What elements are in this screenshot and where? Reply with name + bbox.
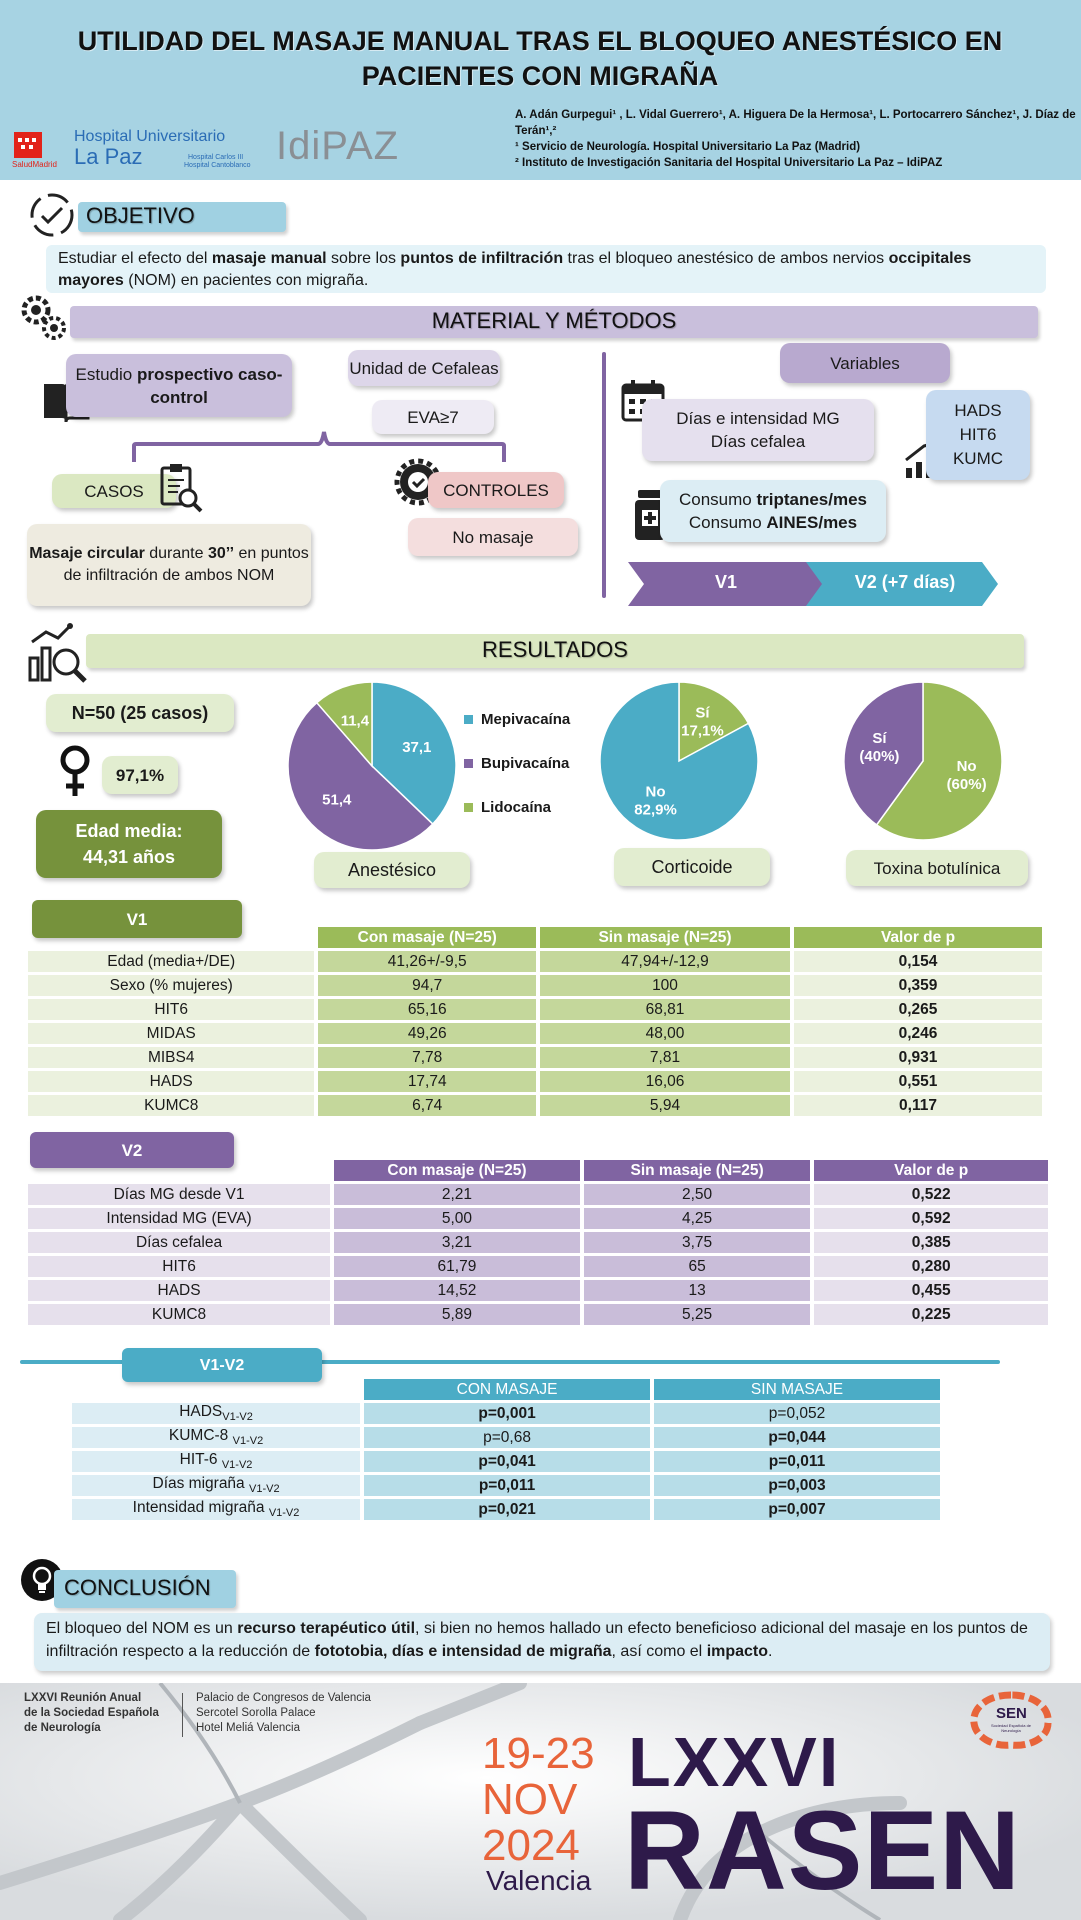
table-cell: 2,21 [334, 1184, 580, 1205]
table-cell: 7,81 [540, 1047, 790, 1068]
table-row [28, 975, 1042, 996]
table-row [28, 999, 1042, 1020]
row-label: MIBS4 [28, 1047, 314, 1068]
salud-madrid-label: SaludMadrid [12, 160, 57, 169]
table-cell: 47,94+/-12,9 [540, 951, 790, 972]
pie-data-label: No (60%) [946, 758, 987, 794]
row-label-subscript: V1-V2 [221, 1459, 253, 1472]
row-label-text: HIT-6 [179, 1451, 222, 1469]
sen-logo [966, 1689, 1056, 1751]
hospital-name: Hospital Universitario [74, 128, 226, 145]
visit-v1: V1 [714, 572, 738, 592]
eva-box: EVA≥7 [372, 400, 494, 434]
p-value-cell: p=0,007 [654, 1499, 940, 1520]
legend-item-bupivacaina: Bupivacaína [464, 742, 570, 786]
p-value-cell: p=0,044 [654, 1427, 940, 1448]
table-cell: 68,81 [540, 999, 790, 1020]
table-cell: 65,16 [318, 999, 536, 1020]
table-cell: 61,79 [334, 1256, 580, 1277]
congress-dates: 19-23 NOV 2024 [482, 1729, 595, 1870]
pie-data-label: 11,4 [340, 712, 370, 730]
row-label: HIT6 [28, 1256, 330, 1277]
pie-data-label: 37,1 [402, 738, 432, 756]
p-value-cell: 0,154 [794, 951, 1042, 972]
table-cell: 14,52 [334, 1280, 580, 1301]
row-label: Intensidad MG (EVA) [28, 1208, 330, 1229]
table-column-header: CON MASAJE [364, 1379, 650, 1400]
hospital-la-paz-logo [12, 130, 262, 170]
row-label: Sexo (% mujeres) [28, 975, 314, 996]
row-label [72, 1475, 360, 1496]
v1-table [24, 924, 1046, 1119]
casos-desc-box: Masaje circular durante 30’’ en puntos de infiltración de ambos NOM [27, 524, 311, 606]
p-value-cell: 0,931 [794, 1047, 1042, 1068]
table-row [72, 1427, 940, 1448]
pie-data-label: Sí 17,1% [681, 704, 724, 740]
legend-swatch [464, 759, 473, 768]
row-label [72, 1427, 360, 1448]
table-header-empty [28, 927, 314, 948]
p-value-cell: p=0,001 [364, 1403, 650, 1424]
p-value-cell: 0,551 [794, 1071, 1042, 1092]
p-value-cell: 0,522 [814, 1184, 1048, 1205]
table-cell: 65 [584, 1256, 811, 1277]
table-cell: 100 [540, 975, 790, 996]
table-row [28, 1071, 1042, 1092]
p-value-cell: p=0,011 [654, 1451, 940, 1472]
table-cell: 5,00 [334, 1208, 580, 1229]
table-header-empty [72, 1379, 360, 1400]
p-value-cell: p=0,052 [654, 1403, 940, 1424]
table-cell: 41,26+/-9,5 [318, 951, 536, 972]
table-cell: 49,26 [318, 1023, 536, 1044]
row-label [72, 1451, 360, 1472]
idipaz-logo: IdiPAZ [276, 124, 400, 168]
metodos-heading: MATERIAL Y MÉTODOS [431, 308, 677, 333]
pie-data-label: No 82,9% [634, 783, 677, 819]
congress-name: RASEN [624, 1788, 1022, 1913]
table-header-empty [28, 1160, 330, 1181]
table-row [28, 1184, 1048, 1205]
table-column-header: Valor de p [814, 1160, 1048, 1181]
row-label-text: HADS [179, 1403, 223, 1421]
objetivo-heading: OBJETIVO [86, 203, 195, 228]
authors-block [515, 107, 1080, 171]
p-value-cell: 0,280 [814, 1256, 1048, 1277]
row-label: Edad (media+/DE) [28, 951, 314, 972]
row-label [72, 1403, 360, 1424]
table-row [28, 1280, 1048, 1301]
estudio-box: Estudio prospectivo caso-control [66, 354, 292, 417]
pie-legend [464, 698, 570, 830]
label-anestesico: Anestésico [314, 852, 470, 888]
label-corticoide: Corticoide [614, 848, 770, 886]
table-cell: 6,74 [318, 1095, 536, 1116]
row-label: Días MG desde V1 [28, 1184, 330, 1205]
table-row [28, 1023, 1042, 1044]
hospital-sub-2: Hospital Cantoblanco [184, 162, 251, 169]
table-cell: 17,74 [318, 1071, 536, 1092]
row-label-subscript: V1-V2 [268, 1507, 300, 1520]
row-label [72, 1499, 360, 1520]
p-value-cell: 0,265 [794, 999, 1042, 1020]
p-value-cell: 0,455 [814, 1280, 1048, 1301]
table-cell: 7,78 [318, 1047, 536, 1068]
consumo-box: Consumo triptanes/mes Consumo AINES/mes [660, 480, 886, 542]
pie-data-label: 51,4 [322, 791, 352, 809]
row-label: Días cefalea [28, 1232, 330, 1253]
row-label-subscript: V1-V2 [222, 1411, 253, 1424]
table-column-header: SIN MASAJE [654, 1379, 940, 1400]
hospital-name-2: La Paz [74, 144, 143, 169]
legend-item-lidocaina: Lidocaína [464, 786, 570, 830]
legend-swatch [464, 803, 473, 812]
objetivo-icon [26, 190, 78, 240]
hospital-sub-1: Hospital Carlos III [188, 154, 244, 161]
row-label-subscript: V1-V2 [248, 1483, 280, 1496]
table-cell: 13 [584, 1280, 811, 1301]
unidad-cefaleas-box: Unidad de Cefaleas [348, 350, 500, 386]
objetivo-text: Estudiar el efecto del masaje manual sobre los puntos de infiltración tras el bloqueo anestésico de ambos nervios occipitales mayores (NOM) en pacientes con migraña. [58, 250, 972, 289]
p-value-cell: 0,385 [814, 1232, 1048, 1253]
p-value-cell: p=0,003 [654, 1475, 940, 1496]
table-row [28, 1304, 1048, 1325]
row-label: MIDAS [28, 1023, 314, 1044]
edad-media-box: Edad media: 44,31 años [36, 810, 222, 878]
table-row [72, 1451, 940, 1472]
row-label-text: Días migraña [152, 1475, 249, 1493]
table-row [28, 1208, 1048, 1229]
metodos-divider [602, 352, 606, 598]
conclusion-text: El bloqueo del NOM es un recurso terapéutico útil, si bien no hemos hallado un efecto beneficioso adicional del masaje en los puntos de infiltración respecto a la reducción de fototobia, días e intensidad de migraña, así como el impacto. [46, 1620, 1028, 1660]
variables-box: Variables [780, 343, 950, 383]
escalas-box: HADS HIT6 KUMC [926, 390, 1030, 480]
p-value-cell: p=0,021 [364, 1499, 650, 1520]
table-row [72, 1403, 940, 1424]
pie-chart-corticoide [598, 680, 760, 842]
table-column-header: Sin masaje (N=25) [584, 1160, 811, 1181]
affiliation-2: ² Instituto de Investigación Sanitaria del Hospital Universitario La Paz – IdiPAZ [515, 157, 943, 169]
table-cell: 3,75 [584, 1232, 811, 1253]
table-header-row [72, 1379, 940, 1400]
footer-separator [182, 1693, 183, 1737]
row-label: KUMC8 [28, 1095, 314, 1116]
v2-table-title: V2 [30, 1132, 234, 1168]
table-row [28, 1256, 1048, 1277]
p-value-cell: p=0,011 [364, 1475, 650, 1496]
row-label: HADS [28, 1071, 314, 1092]
sen-logo-text: SEN [996, 1705, 1027, 1722]
table-header-row [28, 1160, 1048, 1181]
pie-chart-toxina [842, 680, 1004, 842]
table-cell: 3,21 [334, 1232, 580, 1253]
table-column-header: Valor de p [794, 927, 1042, 948]
table-cell: 5,94 [540, 1095, 790, 1116]
congress-edition: LXXVI [628, 1723, 841, 1801]
label-toxina: Toxina botulínica [846, 850, 1028, 886]
visit-v2: V2 (+7 días) [854, 572, 956, 592]
table-row [72, 1499, 940, 1520]
v1v2-table-title: V1-V2 [122, 1348, 322, 1382]
p-value-cell: p=0,68 [364, 1427, 650, 1448]
table-row [28, 1095, 1042, 1116]
meeting-name: LXXVI Reunión Anual de la Sociedad Española de Neurología [24, 1692, 159, 1734]
p-value-cell: 0,246 [794, 1023, 1042, 1044]
table-cell: 4,25 [584, 1208, 811, 1229]
table-cell: 48,00 [540, 1023, 790, 1044]
table-header-row [28, 927, 1042, 948]
authors: A. Adán Gurpegui¹ , L. Vidal Guerrero¹, A. Higuera De la Hermosa¹, L. Portocarrero Sánchez¹, J. Díaz de Terán¹,² [515, 109, 1076, 137]
results-analysis-icon [26, 620, 92, 684]
mujeres-box: 97,1% [102, 756, 178, 794]
row-label-text: KUMC-8 [168, 1427, 233, 1445]
pie-chart-anestesico [286, 680, 458, 852]
female-icon [58, 744, 92, 800]
p-value-cell: 0,225 [814, 1304, 1048, 1325]
table-cell: 5,89 [334, 1304, 580, 1325]
n-box: N=50 (25 casos) [46, 694, 234, 732]
legend-item-mepivacaina: Mepivacaína [464, 698, 570, 742]
p-value-cell: 0,359 [794, 975, 1042, 996]
legend-swatch [464, 715, 473, 724]
p-value-cell: 0,592 [814, 1208, 1048, 1229]
row-label: KUMC8 [28, 1304, 330, 1325]
table-cell: 5,25 [584, 1304, 811, 1325]
p-value-cell: p=0,041 [364, 1451, 650, 1472]
dias-box: Días e intensidad MG Días cefalea [642, 399, 874, 461]
p-value-cell: 0,117 [794, 1095, 1042, 1116]
resultados-heading: RESULTADOS [482, 637, 628, 662]
controles-desc-box: No masaje [408, 518, 578, 556]
venues: Palacio de Congresos de Valencia Sercotel Sorolla Palace Hotel Meliá Valencia [196, 1692, 371, 1734]
v2-table [24, 1157, 1052, 1328]
controles-box: CONTROLES [428, 472, 564, 508]
v1v2-table [68, 1376, 944, 1523]
table-row [72, 1475, 940, 1496]
sen-logo-subtext: Sociedad Española de Neurología [990, 1723, 1032, 1733]
row-label: HADS [28, 1280, 330, 1301]
poster-header [0, 0, 1081, 180]
affiliation-1: ¹ Servicio de Neurología. Hospital Universitario La Paz (Madrid) [515, 141, 861, 153]
row-label-text: Intensidad migraña [132, 1499, 269, 1517]
congress-footer [0, 1683, 1081, 1920]
poster-title: UTILIDAD DEL MASAJE MANUAL TRAS EL BLOQUEO ANESTÉSICO EN PACIENTES CON MIGRAÑA [77, 26, 1003, 91]
row-label: HIT6 [28, 999, 314, 1020]
pie-data-label: Sí (40%) [859, 729, 900, 765]
casos-box: CASOS [52, 474, 176, 508]
table-column-header: Con masaje (N=25) [318, 927, 536, 948]
table-cell: 16,06 [540, 1071, 790, 1092]
table-cell: 94,7 [318, 975, 536, 996]
table-row [28, 951, 1042, 972]
clipboard-search-icon [158, 462, 204, 514]
table-row [28, 1232, 1048, 1253]
conclusion-heading: CONCLUSIÓN [64, 1575, 211, 1600]
congress-city: Valencia [486, 1865, 592, 1896]
gears-icon [16, 290, 72, 346]
table-row [28, 1047, 1042, 1068]
table-column-header: Sin masaje (N=25) [540, 927, 790, 948]
v1-table-title: V1 [32, 900, 242, 938]
table-cell: 2,50 [584, 1184, 811, 1205]
table-column-header: Con masaje (N=25) [334, 1160, 580, 1181]
row-label-subscript: V1-V2 [232, 1435, 264, 1448]
